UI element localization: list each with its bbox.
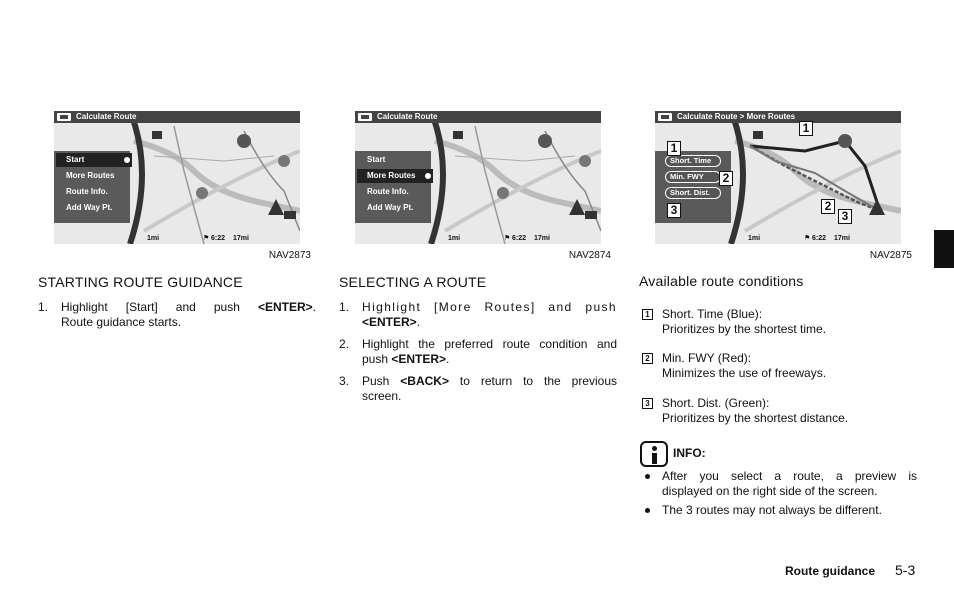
- flag-icon: ⚑: [504, 235, 511, 242]
- footer-section: Route guidance: [785, 564, 876, 578]
- map-status-bar: 1mi ⚑ 6:22 17mi: [448, 235, 550, 242]
- info-bullet-1: After you select a route, a preview is displayed on the right side of the screen.: [662, 469, 917, 498]
- bullet-icon: [645, 474, 650, 479]
- option-short-time[interactable]: Short. Time: [665, 155, 721, 167]
- route-icon: [658, 113, 672, 121]
- map-status-bar: 1mi ⚑ 6:22 17mi: [147, 235, 249, 242]
- cursor-dot-icon: [425, 173, 431, 179]
- info-icon: [640, 441, 668, 467]
- callout-1: 1: [667, 141, 681, 156]
- condition-short-dist: Short. Dist. (Green): Prioritizes by the shortest distance.: [662, 396, 849, 425]
- menu-item-start[interactable]: Start: [367, 155, 386, 164]
- step-1: 1. Highlight [More Routes] and push <ENTER>.: [339, 300, 617, 329]
- menu-item-route-info[interactable]: Route Info.: [367, 187, 409, 196]
- bullet-icon: [645, 508, 650, 513]
- screenshot-route-options: [655, 111, 901, 244]
- screen-title-bar: [655, 111, 901, 123]
- route-menu: [54, 151, 130, 223]
- info-label: INFO:: [673, 446, 706, 460]
- page-number: 5-3: [895, 562, 916, 578]
- screen-title: Calculate Route: [377, 112, 438, 121]
- route-icon: [57, 113, 71, 121]
- condition-number-box: 1: [642, 309, 653, 320]
- menu-item-start[interactable]: Start: [56, 153, 132, 167]
- figure-code: NAV2874: [568, 250, 611, 261]
- callout-1-map: 1: [799, 121, 813, 136]
- section-heading: SELECTING A ROUTE: [339, 274, 487, 290]
- menu-item-route-info[interactable]: Route Info.: [66, 187, 108, 196]
- option-min-fwy[interactable]: Min. FWY: [665, 171, 721, 183]
- figure-code: NAV2873: [268, 250, 311, 261]
- menu-item-add-way-pt[interactable]: Add Way Pt.: [66, 203, 113, 212]
- callout-2-map: 2: [821, 199, 835, 214]
- condition-min-fwy: Min. FWY (Red): Minimizes the use of freeways.: [662, 351, 827, 380]
- figure-code: NAV2875: [869, 250, 912, 261]
- section-heading: Available route conditions: [639, 273, 804, 289]
- condition-number-box: 2: [642, 353, 653, 364]
- option-short-dist[interactable]: Short. Dist.: [665, 187, 721, 199]
- cursor-dot-icon: [124, 157, 130, 163]
- step-3: 3. Push <BACK> to return to the previous screen.: [339, 374, 617, 403]
- menu-item-more-routes[interactable]: More Routes: [357, 169, 433, 183]
- route-icon: [358, 113, 372, 121]
- screen-title-bar: [54, 111, 300, 123]
- menu-item-more-routes[interactable]: More Routes: [66, 171, 115, 180]
- callout-3-map: 3: [838, 209, 852, 224]
- screenshot-more-routes: [355, 111, 601, 244]
- flag-icon: ⚑: [203, 235, 210, 242]
- map-status-bar: 1mi ⚑ 6:22 17mi: [748, 235, 850, 242]
- condition-number-box: 3: [642, 398, 653, 409]
- chapter-tab: [934, 230, 954, 268]
- callout-3: 3: [667, 203, 681, 218]
- condition-short-time: Short. Time (Blue): Prioritizes by the shortest time.: [662, 307, 827, 336]
- step-1: 1. Highlight [Start] and push <ENTER>. Route guidance starts.: [38, 300, 316, 329]
- info-bullet-2: The 3 routes may not always be different.: [662, 503, 882, 517]
- screen-title: Calculate Route: [76, 112, 137, 121]
- section-heading: STARTING ROUTE GUIDANCE: [38, 274, 243, 290]
- screen-title-bar: [355, 111, 601, 123]
- step-2: 2. Highlight the preferred route condition and push <ENTER>.: [339, 337, 617, 366]
- screen-title: Calculate Route > More Routes: [677, 112, 796, 121]
- route-menu: [355, 151, 431, 223]
- callout-2: 2: [719, 171, 733, 186]
- menu-item-add-way-pt[interactable]: Add Way Pt.: [367, 203, 414, 212]
- screenshot-start: [54, 111, 300, 244]
- flag-icon: ⚑: [804, 235, 811, 242]
